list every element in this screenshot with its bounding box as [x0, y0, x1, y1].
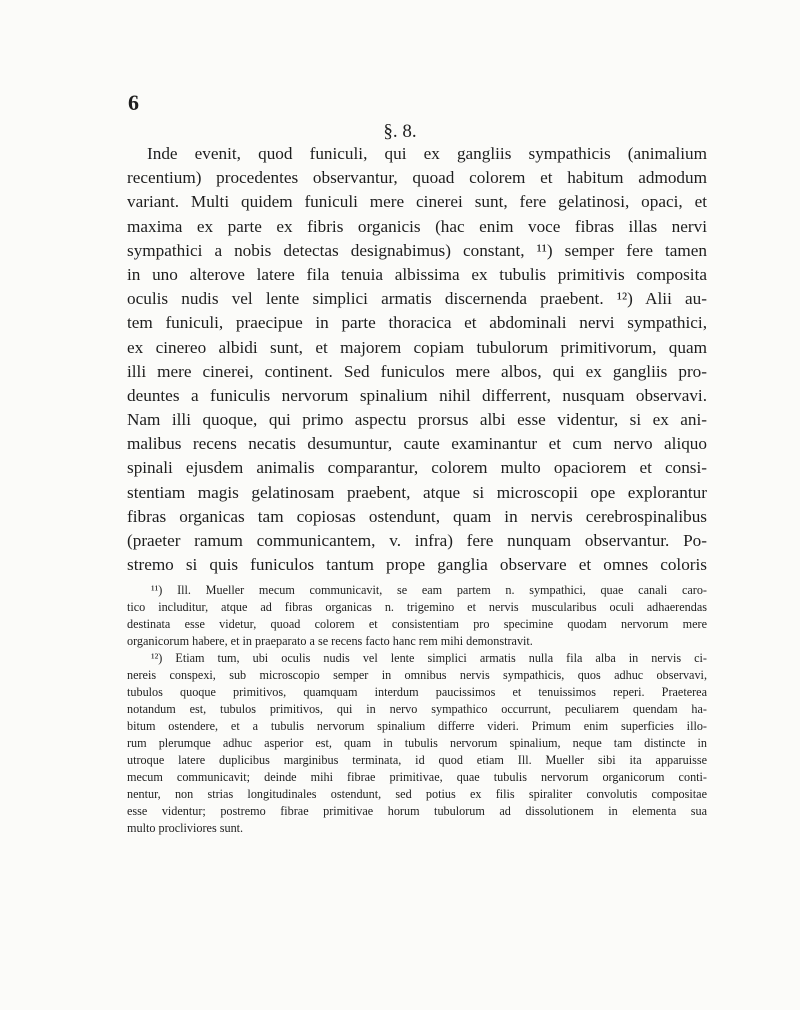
- text-line: fibras organicas tam copiosas ostendunt, quam in nervis cerebrospinalibus: [127, 506, 707, 526]
- text-line: in uno alterove latere fila tenuia albissima ex tubulis primitivis composita: [127, 264, 707, 284]
- footnote-line: esse videntur; postremo fibrae primitivae horum tubulorum ad dissolutionem in elementa sua: [127, 804, 707, 818]
- footnote-line: rum plerumque adhuc asperior est, quam in tubulis nervorum spinalium, neque tam distincte in: [127, 736, 707, 750]
- footnote-line: nereis conspexi, sub microscopio semper in omnibus nervis sympathicis, quos adhuc observavi,: [127, 668, 707, 682]
- text-line: oculis nudis vel lente simplici armatis discernenda praebent. ¹²) Alii au-: [127, 289, 707, 309]
- footnote-line: ¹¹) Ill. Mueller mecum communicavit, se eam partem n. sympathici, quae canali caro-: [151, 583, 707, 597]
- text-line: illi mere cinerei, continent. Sed funiculos mere albos, qui ex gangliis pro-: [127, 361, 707, 381]
- footnote-line: nentur, non strias longitudinales ostendunt, sed potius ex filis spiraliter convolutis compositae: [127, 787, 707, 801]
- text-line: malibus recens necatis desumuntur, caute examinantur et cum nervo aliquo: [127, 434, 707, 454]
- text-line: spinali ejusdem animalis comparantur, colorem multo opaciorem et consi-: [127, 458, 707, 478]
- text-line: deuntes a funiculis nervorum spinalium nihil differrent, nusquam observavi.: [127, 385, 707, 405]
- page-number: 6: [128, 90, 139, 115]
- section-heading: §. 8.: [383, 121, 417, 142]
- footnote-line: bitum ostendere, et a tubulis nervorum spinalium differre videri. Primum enim superficies illo-: [127, 719, 707, 733]
- footnote-line: tubulos quoque primitivos, quamquam interdum paucissimos et tenuissimos reperi. Praeterea: [127, 685, 707, 699]
- text-line: sympathici a nobis detectas designabimus) constant, ¹¹) semper fere tamen: [127, 240, 707, 260]
- text-line: maxima ex parte ex fibris organicis (hac enim voce fibras illas nervi: [127, 216, 707, 236]
- text-line: stremo si quis funiculos tantum prope ganglia observare et omnes coloris: [127, 555, 707, 575]
- text-line: stentiam magis gelatinosam praebent, atque si microscopii ope explorantur: [127, 482, 707, 502]
- footnote-line: notandum est, tubulos primitivos, qui in nervo sympathico occurrunt, peculiarem quendam ha-: [127, 702, 707, 716]
- text-line: (praeter ramum communicantem, v. infra) fere nunquam observantur. Po-: [127, 531, 707, 550]
- text-line: recentium) procedentes observantur, quoad colorem et habitum admodum: [127, 168, 707, 188]
- main-text: [127, 142, 707, 577]
- footnote-line: tico includitur, atque ad fibras organicas n. trigemino et nervis muscularibus oculi adhaerendas: [127, 600, 707, 614]
- footnote-line: destinata esse videtur, quoad colorem et consistentiam pro specimine quodam nervorum mere: [127, 617, 707, 631]
- text-line: ex cinereo albidi sunt, et majorem copiam tubulorum primitivorum, quam: [127, 337, 707, 357]
- text-line: variant. Multi quidem funiculi mere cinerei sunt, fere gelatinosi, opaci, et: [127, 192, 707, 212]
- footnote-line: organicorum habere, et in praeparato a se recens facto hanc rem mihi demonstravit.: [127, 634, 533, 648]
- text-line: Nam illi quoque, qui primo aspectu prorsus albi esse videntur, si ex ani-: [127, 410, 707, 430]
- footnote-line: utroque latere duplicibus marginibus terminata, id quod etiam Ill. Mueller sibi ita apparuisse: [127, 753, 707, 767]
- text-line: Inde evenit, quod funiculi, qui ex gangliis sympathicis (animalium: [147, 144, 707, 163]
- footnote-line: mecum communicavit; deinde mihi fibrae primitivae, quae tubulis nervorum organicorum conti-: [127, 770, 707, 784]
- footnote-line: multo procliviores sunt.: [127, 821, 244, 835]
- footnotes: [127, 582, 707, 837]
- text-line: tem funiculi, praecipue in parte thoracica et abdominali nervi sympathici,: [127, 313, 707, 333]
- footnote-line: ¹²) Etiam tum, ubi oculis nudis vel lente simplici armatis nulla fila alba in nervis ci-: [151, 651, 707, 665]
